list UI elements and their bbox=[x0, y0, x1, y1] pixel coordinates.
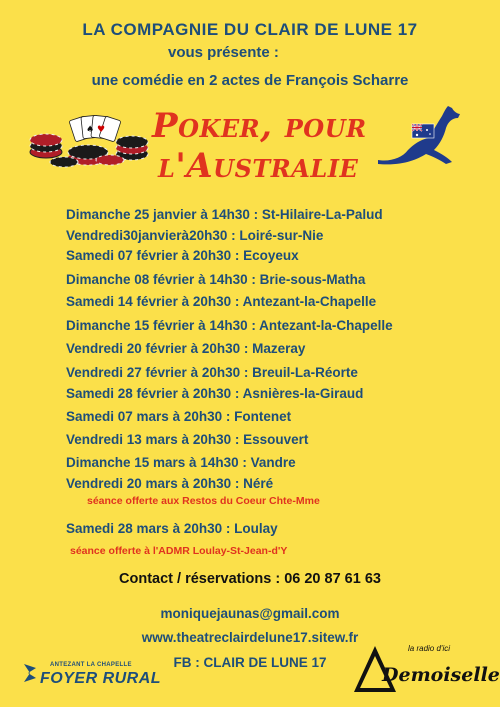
poker-chips-cards-icon bbox=[28, 112, 150, 170]
company-name: LA COMPAGNIE DU CLAIR DE LUNE 17 bbox=[82, 20, 418, 39]
kangaroo-flag-icon bbox=[372, 100, 464, 170]
date-line: Vendredi 13 mars à 20h30 : Essouvert bbox=[66, 432, 309, 447]
radio-name: Demoiselle bbox=[382, 664, 500, 686]
foyer-rural-name: FOYER RURAL bbox=[40, 670, 162, 687]
date-line: Samedi 07 février à 20h30 : Ecoyeux bbox=[66, 248, 299, 263]
play-title-line1: Poker, pour bbox=[152, 106, 367, 146]
date-line: Vendredi 27 février à 20h30 : Breuil-La-Réorte bbox=[66, 365, 358, 380]
date-line: Dimanche 08 février à 14h30 : Brie-sous-Matha bbox=[66, 272, 366, 287]
charity-note-restos: séance offerte aux Restos du Coeur Chte-Mme bbox=[87, 495, 320, 507]
contact-email[interactable]: moniquejaunas@gmail.com bbox=[160, 606, 340, 621]
date-line: Vendredi30janvierà20h30 : Loiré-sur-Nie bbox=[66, 228, 324, 243]
presents-text: vous présente : bbox=[168, 44, 279, 61]
svg-text:♠: ♠ bbox=[86, 125, 95, 135]
date-line: Samedi 14 février à 20h30 : Antezant-la-Chapelle bbox=[66, 294, 377, 309]
date-line: Dimanche 25 janvier à 14h30 : St-Hilaire-La-Palud bbox=[66, 207, 383, 222]
foyer-rural-subtext: ANTEZANT LA CHAPELLE bbox=[50, 662, 132, 668]
play-subtitle: une comédie en 2 actes de François Scharre bbox=[91, 72, 409, 89]
foyer-rural-logo bbox=[22, 660, 162, 694]
radio-demoiselle-logo bbox=[352, 640, 500, 700]
date-line: Samedi 07 mars à 20h30 : Fontenet bbox=[66, 409, 292, 424]
date-line: Samedi 28 février à 20h30 : Asnières-la-Giraud bbox=[66, 386, 364, 401]
date-line: Dimanche 15 mars à 14h30 : Vandre bbox=[66, 455, 296, 470]
date-line: Vendredi 20 février à 20h30 : Mazeray bbox=[66, 341, 306, 356]
date-line: Dimanche 15 février à 14h30 : Antezant-la-Chapelle bbox=[66, 318, 393, 333]
charity-note-admr: séance offerte à l'ADMR Loulay-St-Jean-d'Y bbox=[70, 545, 288, 557]
date-line: Vendredi 20 mars à 20h30 : Néré bbox=[66, 476, 274, 491]
play-title-line2: l'Australie bbox=[158, 146, 359, 186]
contact-reservations: Contact / réservations : 06 20 87 61 63 bbox=[119, 571, 381, 587]
contact-website[interactable]: www.theatreclairdelune17.sitew.fr bbox=[141, 630, 359, 645]
svg-text:♥: ♥ bbox=[97, 125, 106, 135]
radio-tagline: la radio d'ici bbox=[408, 644, 450, 653]
contact-facebook: FB : CLAIR DE LUNE 17 bbox=[173, 655, 327, 670]
date-line: Samedi 28 mars à 20h30 : Loulay bbox=[66, 521, 278, 536]
